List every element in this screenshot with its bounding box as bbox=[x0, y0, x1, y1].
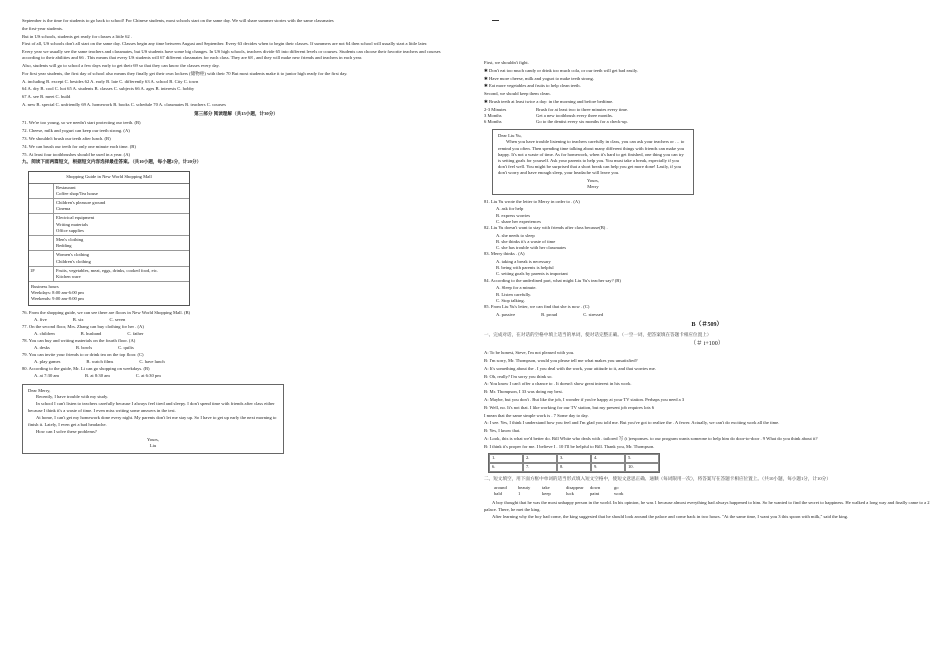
answer-cell[interactable]: 8. bbox=[557, 463, 591, 472]
shopping-guide-table bbox=[28, 171, 190, 305]
word: down bbox=[590, 485, 601, 490]
intro-paragraph: First of all, US schools don't all start on the same day. Classes begin any time between August and September. Every 63 decides when to begin their classes. If summers are not 64 then school will usually start a little later. bbox=[22, 41, 428, 47]
option: C. share her experiences bbox=[496, 218, 541, 224]
letter-signature: Merry bbox=[587, 184, 599, 190]
answer-options-line: 64 A. dry B. cool C. hot 65 A. students B. classes C. subjects 66 A. ages B. interests C. hobby bbox=[22, 86, 195, 92]
intro-paragraph: But in US schools, students get ready for classes a little 62 . bbox=[22, 33, 132, 39]
intro-paragraph: Also, students will go to school a few days early to get their 69 so that they can know the classes every day. bbox=[22, 63, 220, 69]
tip-heading: First, we shouldn't fight. bbox=[484, 60, 529, 65]
part-heading: B（＃509） bbox=[691, 321, 723, 328]
schedule-text: Brush for at least two to three minutes every time. bbox=[536, 106, 629, 112]
option: B. being with parents is helpful bbox=[496, 265, 554, 271]
dialog-line: B: Yes, I know that. bbox=[484, 428, 521, 434]
question-options bbox=[484, 312, 930, 318]
intro-paragraph: Every year we usually see the same teachers and classmates, but US students have some big changes. In US high schools, teachers divide 65 into different levels or courses. Students can choose their favorite teachers and courses according to their abilities and 66 . This means that every US students will 67 different classmates for each class. They are 68 , and they will make new friends and teachers in each year. bbox=[22, 49, 441, 61]
letter-box bbox=[22, 384, 284, 454]
shopping-guide-title: Shopping Guide in New World Shopping Mall bbox=[29, 172, 189, 183]
mall-item: Kitchen ware bbox=[56, 273, 81, 279]
question-stem: 82. Liu Yu doesn't want to stay with friends after class because(B) . bbox=[484, 224, 608, 230]
word: around bbox=[494, 485, 507, 490]
question-options bbox=[484, 259, 930, 278]
option: C. stressed bbox=[583, 311, 604, 317]
question-stem: 77. On the second floor, Mrs. Zhang can buy clothing for her . (A) bbox=[22, 323, 144, 329]
table-row bbox=[29, 251, 189, 266]
left-column bbox=[22, 18, 450, 458]
mall-item: Office supplies bbox=[56, 227, 84, 233]
letter-paragraph: At home, I can't get my homework done every night. My parents don't let me stay up. So I have to get up early the next morning to finish it. Lately, I even get a bad headache. bbox=[28, 415, 277, 427]
mall-item: Writing materials bbox=[56, 221, 89, 227]
schedule-text: Get a new toothbrush every three months. bbox=[536, 112, 613, 118]
floor-label bbox=[29, 236, 54, 250]
question-stem: 85. From Liu Yu's letter, we can find that she is now . (C) bbox=[484, 303, 590, 309]
answer-options-line: A. including B. except C. besides 62 A. early B. late C. differently 63 A. school B. City C. town bbox=[22, 78, 199, 84]
letter-closing: Yours, bbox=[587, 178, 599, 184]
option: A. she needs to sleep bbox=[496, 232, 535, 238]
answer-cell[interactable]: 10. bbox=[625, 463, 659, 472]
option: A. desks bbox=[34, 345, 50, 351]
dialog-line: A: I see. Yes, I think I understand how you feel and I'm glad you told me. But you've got to realize the . A fewer. Actually, we can't do exciting work all the time. bbox=[484, 420, 780, 426]
word: disappear bbox=[566, 485, 584, 490]
story-paragraph: After learning why the boy had come, the king suggested that he should look around the palace and come back in two hours. "At the same time, I want you 3 this spoon with milk," said the king. bbox=[492, 514, 849, 520]
right-column bbox=[484, 60, 930, 522]
word: work bbox=[614, 491, 624, 497]
question-stem: 78. You can buy and writing materials on the fourth floor. (A) bbox=[22, 337, 136, 343]
letter-paragraph: How can I solve these problems? bbox=[36, 429, 97, 435]
tip-bullet: ✱ Don't eat too much candy or drink too much cola, or our teeth will get bad easily. bbox=[484, 68, 930, 74]
question-stem: 83. Merry thinks . (A) bbox=[484, 251, 525, 257]
statement: 73. We shouldn't brush our teeth after lunch. (B) bbox=[22, 135, 111, 141]
schedule-row bbox=[484, 119, 930, 125]
statement: 71. We're too young, so we needn't start protecting our teeth. (B) bbox=[22, 120, 141, 126]
mall-item: Children's clothing bbox=[56, 258, 91, 264]
dialog-line: B: Well, no. It's not that. I like working for our TV station, but my present job requires lots 6 bbox=[484, 404, 655, 410]
schedule-text: Go to the dentist every six months for a check-up. bbox=[536, 119, 628, 125]
mall-item: Cinema bbox=[56, 206, 71, 212]
word: paint bbox=[590, 491, 600, 497]
story-paragraph: A boy thought that he was the most unhappy person in the world. In his opinion, he was 1 because almost everything had always happened to him. So he wanted to find the secret to happiness. He walked a long way and finally came to a 2 palace. There, he met the king. bbox=[484, 500, 930, 512]
weekend-hours: Weekends: 9:00 am-8:00 pm bbox=[31, 296, 84, 302]
word-bank bbox=[494, 485, 930, 497]
score-note: （＃ i+100） bbox=[690, 341, 724, 348]
answer-cell[interactable]: 6. bbox=[489, 463, 523, 472]
business-hours-title: Business hours bbox=[31, 284, 59, 290]
dialog-line: A: It's something about the . I you deal with the work, your attitude to it, and that worries me. bbox=[484, 365, 656, 371]
page-mark bbox=[492, 20, 499, 21]
option: B. proud bbox=[541, 311, 558, 317]
mall-item: Women's clothing bbox=[56, 252, 89, 258]
letter-paragraph: In school I can't listen to teachers carefully because I always feel tired and sleepy. I don't spend time with friends after class either because I think it's a waste of time. I even miss writing some answers in the test. bbox=[28, 401, 275, 413]
tip-bullet: ✱ Brush teeth at least twice a day: in the morning and before bedtime. bbox=[484, 99, 930, 105]
option: B. six bbox=[72, 317, 84, 323]
option: B. Listen carefully. bbox=[496, 291, 532, 297]
letter-greeting: Dear Merry, bbox=[28, 387, 51, 393]
question-options bbox=[484, 233, 930, 252]
option: B. at 8:30 am bbox=[85, 373, 110, 379]
floor-label bbox=[29, 199, 54, 213]
option: B. she thinks it's a waste of time bbox=[496, 238, 556, 244]
dialog-line: B: I'm sorry, Mr. Thompson, would you please tell me what makes you unsatisfied? bbox=[484, 358, 638, 364]
option: C. at 6:30 pm bbox=[135, 373, 161, 379]
option: C. seven bbox=[109, 317, 126, 323]
option: A. play games bbox=[34, 359, 61, 365]
word: beauty bbox=[518, 485, 531, 490]
mall-item: Children's pleasure ground bbox=[56, 200, 106, 206]
word: bald bbox=[494, 491, 502, 497]
dialog-line: A: Maybe, but you don't . But like the job, I wonder if you're happy at your TV station. Perhaps you need a 3 bbox=[484, 396, 685, 402]
mall-item: Bedding bbox=[56, 243, 72, 249]
business-hours bbox=[29, 282, 189, 305]
section-instruction: 一、完成对话，在对话的空格中填上适当的单词，使对话完整正确。（一空一词，把答案填在答题卡相应位置上） bbox=[484, 331, 712, 337]
answer-cell[interactable]: 1. bbox=[489, 454, 523, 463]
tip-bullet: ✱ Have more cheese, milk and yogurt to make teeth strong. bbox=[484, 76, 930, 82]
letter-signature: Liu bbox=[149, 443, 157, 449]
mall-item: Electrical equipment bbox=[56, 215, 95, 221]
answer-cell[interactable]: 5. bbox=[625, 454, 659, 463]
option: B. bowls bbox=[75, 345, 93, 351]
answer-cell[interactable]: 3. bbox=[557, 454, 591, 463]
floor-label bbox=[29, 214, 54, 235]
dialog-line: B: I think it's proper for me. I believe I . 10 I'll be helpful to Bill. Thank you, Mr. Thompson. bbox=[484, 443, 655, 449]
mall-item: Fruits, vegetables, meat, eggs, drinks, cooked food, etc. bbox=[56, 267, 159, 273]
question-options bbox=[22, 373, 450, 379]
question-stem: 81. Liu Yu wrote the letter to Merry in order to . (A) bbox=[484, 198, 580, 204]
answer-cell[interactable]: 4. bbox=[591, 454, 625, 463]
letter-greeting: Dear Liu Yu, bbox=[498, 133, 522, 139]
mall-item: Men's clothing bbox=[56, 236, 84, 242]
mall-item: Coffee shop/Tea house bbox=[56, 190, 98, 196]
option: B. express worries bbox=[496, 212, 531, 218]
question-stem: 79. You can invite your friends to or drink tea on the top floor. (C) bbox=[22, 351, 144, 357]
word: keep bbox=[542, 491, 551, 497]
statement: 74. We can brush our teeth for only one minute each time. (B) bbox=[22, 143, 136, 149]
floor-label bbox=[29, 251, 54, 265]
answer-cell[interactable]: 9. bbox=[591, 463, 625, 472]
table-row bbox=[29, 214, 189, 236]
option: A. passive bbox=[496, 311, 516, 317]
table-row bbox=[29, 184, 189, 199]
option: C. father bbox=[127, 331, 144, 337]
table-row bbox=[29, 199, 189, 214]
word: take bbox=[542, 485, 550, 490]
option: A. taking a break is necessary bbox=[496, 259, 551, 264]
word: go bbox=[614, 485, 619, 490]
reply-letter-box bbox=[492, 129, 694, 194]
letter-closing: Yours, bbox=[147, 437, 159, 443]
option: B. watch films bbox=[86, 359, 114, 365]
option: A. five bbox=[34, 317, 47, 323]
section-title: 第三部分 阅读理解（共15小题，计30分） bbox=[194, 111, 278, 117]
option: C. Stop talking. bbox=[496, 297, 525, 303]
tip-heading: Second, we should keep them clean. bbox=[484, 91, 551, 97]
option: A. children bbox=[34, 331, 55, 337]
option: C. she has trouble with her classmates bbox=[496, 245, 567, 251]
answer-options-line: A. new B. special C. unfriendly 69 A. homework B. books C. schedule 70 A. classmates B. teachers C. courses bbox=[22, 102, 226, 107]
question-stem: 80. According to the guide, Mr. Li can go shopping on weekdays. (B) bbox=[22, 365, 150, 371]
dialog-line: A: To be honest, Steve, I'm not pleased with you. bbox=[484, 350, 575, 356]
word: 1 bbox=[518, 491, 521, 497]
mall-item: Restaurant bbox=[56, 184, 76, 190]
schedule-time: 3 Months bbox=[484, 112, 502, 118]
intro-paragraph: the first-year students. bbox=[22, 25, 63, 31]
question-options bbox=[484, 285, 930, 304]
intro-paragraph: For first year students, the first day of school also means they finally get their own lockers (储物柜) with their 70 But most students make it to junior high ready for the first day. bbox=[22, 70, 348, 76]
section-instruction: 二、短文填空，用下面方框中单词的适当形式填入短文空格中，使短文意思正确、通顺（每词限用一次），将答案写在答题卡相应位置上。（共10小题，每小题1分，计10分） bbox=[484, 475, 831, 481]
statement: 75. At least four toothbrushes should be used in a year. (A) bbox=[22, 151, 131, 157]
schedule-time: 6 Months bbox=[484, 119, 502, 125]
weekday-hours: Weekdays: 8:00 am-6:00 pm bbox=[31, 290, 84, 296]
word: luck bbox=[566, 491, 574, 497]
option: B. husband bbox=[80, 331, 102, 337]
option: A. ask for help bbox=[496, 206, 524, 212]
letter-paragraph: Recently, I have trouble with my study. bbox=[36, 393, 109, 399]
answer-cell[interactable]: 2. bbox=[523, 454, 557, 463]
floor-label: 1F bbox=[29, 267, 54, 281]
intro-paragraph: September is the time for students to go back to school! For Chinese students, most schools start on the same day. We will share summer stories with the same classmates bbox=[22, 18, 334, 23]
answer-grid bbox=[488, 453, 660, 473]
option: A. Sleep for a minute. bbox=[496, 285, 537, 291]
statement: 72. Cheese, milk and yogurt can keep our teeth strong. (A) bbox=[22, 128, 130, 134]
option: A. at 7:30 am bbox=[34, 373, 60, 379]
question-stem: 84. According to the underlined part, what might Liu Yu's teacher say? (B) bbox=[484, 277, 621, 283]
letter-paragraph: When you have trouble listening to teachers carefully in class, you can ask your teachers or … to remind you often. Then spending time talking about many different things with friends can make you happy. It's not a waste of time. As for homework, when it's hard to get finished, one thing you can try is setting goals for yourself. Ask your parents to help you. You must take a break, especially if you don't feel well. You might be surprised that a short break can help you get more done! Lastly, if you don't worry and have enough sleep, your headache will leave you. bbox=[498, 139, 685, 176]
dialog-line: B: Oh, really? I'm sorry you think so. bbox=[484, 373, 553, 379]
option: C. setting goals by parents is important bbox=[496, 271, 568, 277]
table-row bbox=[29, 236, 189, 251]
dialog-line: A: Look, this is what we'd better do. Bill White who deals with . tailored 写 (t )responses. to our program wants someone to help him do door-to-door . 9 What do you think about it? bbox=[484, 435, 818, 441]
answer-cell[interactable]: 7. bbox=[523, 463, 557, 472]
question-stem: 76. From the shopping guide, we can see there are floors in New World Shopping Mall. (B) bbox=[22, 309, 191, 315]
answer-options-line: 67 A. see B. meet C. build bbox=[22, 94, 71, 100]
table-row bbox=[29, 267, 189, 282]
option: C. quilts bbox=[118, 345, 134, 351]
option: C. have lunch bbox=[139, 359, 165, 365]
dialog-line: I mean that the same simple work is . 7 Some day to day. bbox=[484, 412, 589, 418]
dialog-line: A: You know I can't offer a chance to . It doesn't show great interest in his work. bbox=[484, 381, 632, 387]
section-instruction: 九、阅读下面两篇短文，根据短文内容选择最佳答案。（共10小题，每小题2分，计20分） bbox=[22, 159, 202, 165]
schedule-time: 2-3 Minutes bbox=[484, 106, 507, 112]
question-options bbox=[484, 206, 930, 225]
floor-label bbox=[29, 184, 54, 198]
dialog-line: B: Mr. Thompson, I 33 was doing my best. bbox=[484, 389, 563, 395]
tip-bullet: ✱ Eat more vegetables and fruits to help clean teeth. bbox=[484, 83, 930, 89]
